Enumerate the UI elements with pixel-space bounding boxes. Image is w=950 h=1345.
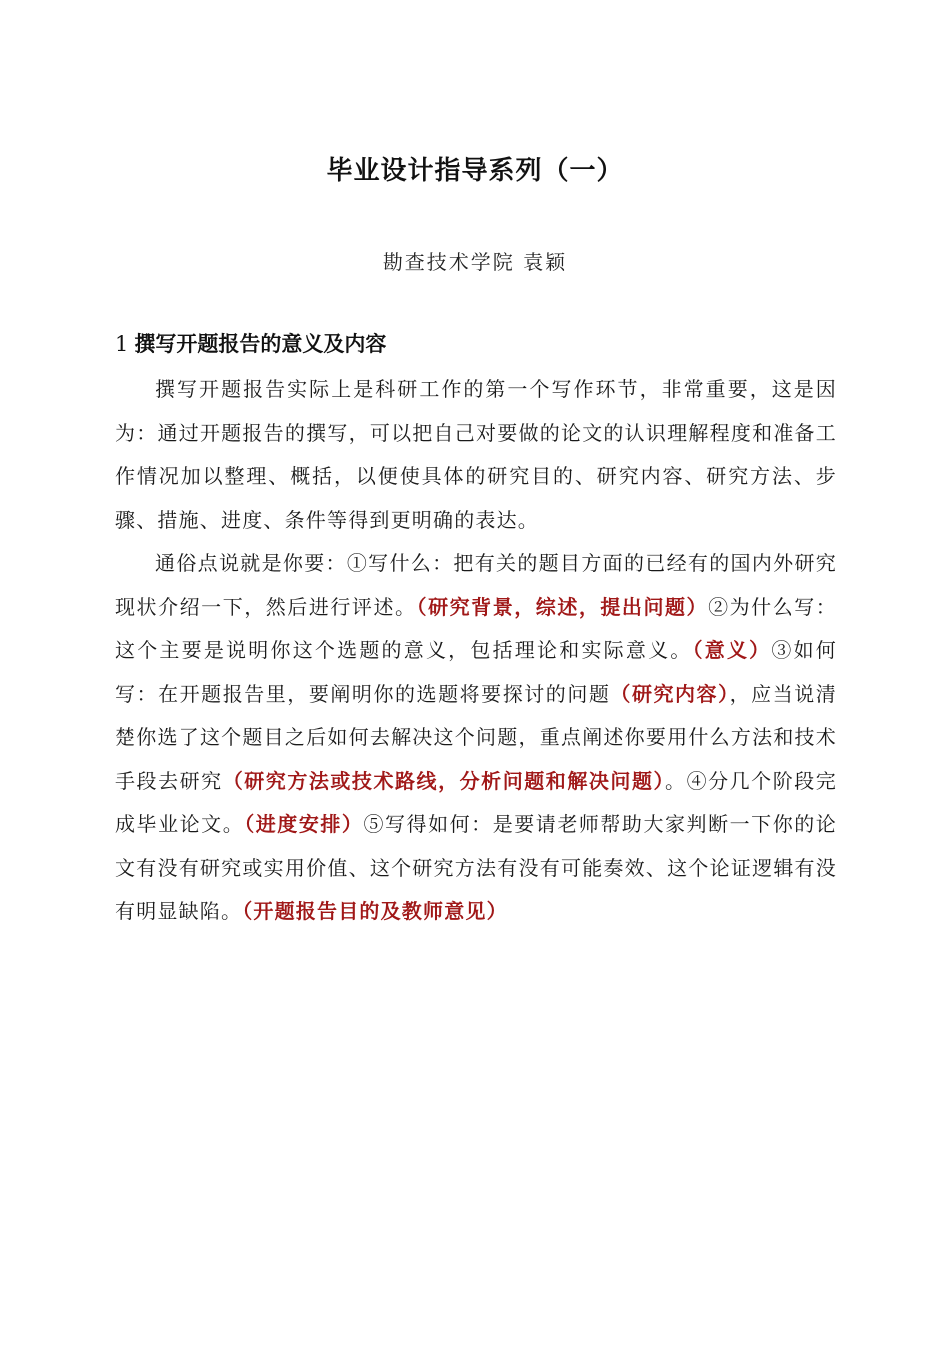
paragraph-content [115,542,837,934]
para2-text-4: ，应当说清楚你选了这个题目之后如何去解决这个问题，重点阐述你要用什么方法和技术手段去研究 [115,681,837,793]
para2-highlight-purpose: （开题报告目的及教师意见） [242,899,508,923]
para2-text-2: ②为什么写：这个主要是说明你这个选题的意义，包括理论和实际意义。 [115,594,837,662]
para2-highlight-schedule: （进度安排） [244,812,364,836]
document-title: 毕业设计指导系列（一） [326,156,624,186]
document-author: 勘查技术学院 袁颖 [382,250,568,274]
para2-text-6: ⑤写得如何：是要请老师帮助大家判断一下你的论文有没有研究或实用价值、这个研究方法有没有可能奏效、这个论证逻辑有没有明显缺陷。 [115,812,837,923]
para2-text-1: 通俗点说就是你要：①写什么：把有关的题目方面的已经有的国内外研究现状介绍一下，然后进行评述。 [115,551,837,619]
para2-text-3: ③如何写：在开题报告里，要阐明你的选题将要探讨的问题 [115,638,837,706]
para2-highlight-methods: （研究方法或技术路线，分析问题和解决问题） [222,768,666,793]
section-title: 撰写开题报告的意义及内容 [134,332,387,356]
para2-text-5: 。④分几个阶段完成毕业论文。 [115,768,838,836]
para2-highlight-research-content: （研究内容） [610,681,730,706]
section-heading [115,328,386,358]
section-number: 1 [115,332,129,356]
paragraph-significance: 撰写开题报告实际上是科研工作的第一个写作环节，非常重要，这是因为：通过开题报告的撰写，可以把自己对要做的论文的认识理解程度和准备工作情况加以整理、概括，以便使具体的研究目的、研究内容、研究方法、步骤、措施、进度、条件等得到更明确的表达。 [115,377,837,532]
para2-highlight-background: （研究背景，综述，提出问题） [416,594,709,619]
para2-highlight-significance: （意义） [692,638,772,662]
